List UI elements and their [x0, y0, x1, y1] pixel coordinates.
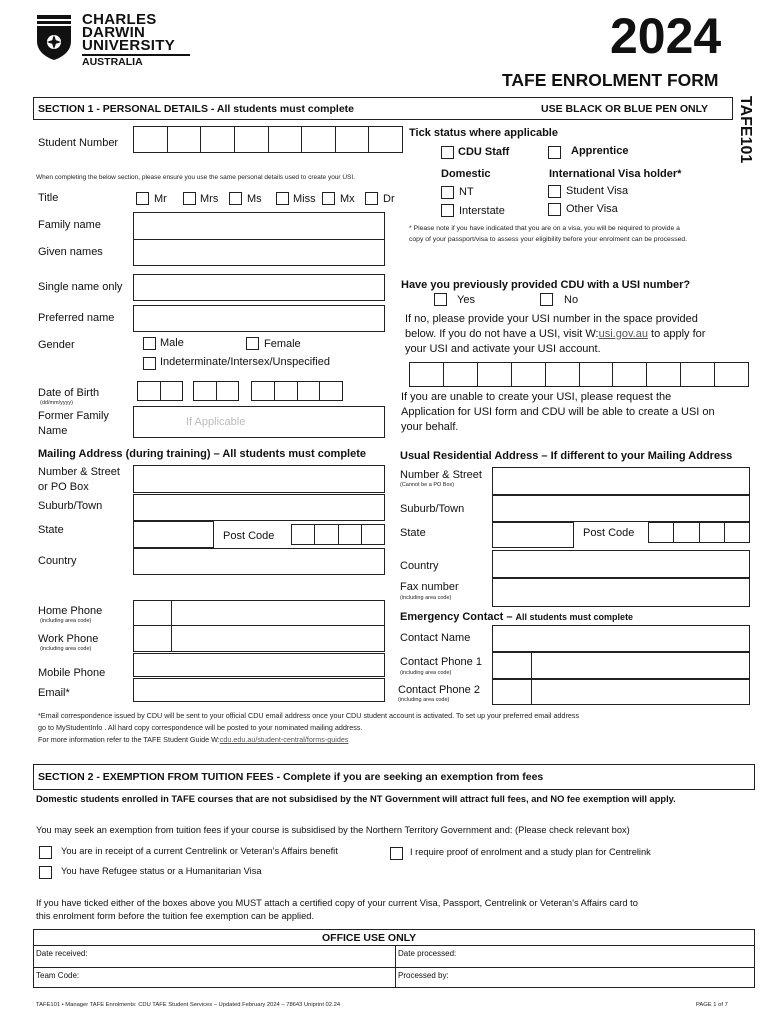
- attach-note-1: If you have ticked either of the boxes above you MUST attach a certified copy of your current Visa, Passport, Centrelink or Veteran’s Affairs card to: [36, 898, 638, 908]
- fax-label: Fax number: [400, 581, 459, 593]
- mobile-phone-label: Mobile Phone: [38, 667, 106, 679]
- contact-phone1-note: (including area code): [400, 670, 452, 676]
- title-mrs-checkbox[interactable]: [183, 192, 196, 205]
- student-guide-link[interactable]: cdu.edu.au/student-central/forms-guides: [219, 735, 349, 744]
- family-given-divider: [133, 239, 385, 240]
- home-phone-note: (including area code): [40, 618, 92, 624]
- student-visa-checkbox[interactable]: [548, 185, 561, 198]
- contact-phone2-area-field[interactable]: [492, 679, 532, 705]
- email-note-1: *Email correspondence issued by CDU will be sent to your official CDU email address once your CDU student account is activated. To set up your preferred email address: [38, 711, 580, 720]
- other-visa-label: Other Visa: [566, 203, 618, 215]
- mailing-postcode-field[interactable]: [291, 524, 385, 545]
- proof-enrolment-label: I require proof of enrolment and a study plan for Centrelink: [410, 847, 651, 857]
- gender-other-checkbox[interactable]: [143, 357, 156, 370]
- home-phone-label: Home Phone: [38, 605, 103, 617]
- dob-format: (dd/mm/yyyy): [40, 400, 73, 406]
- usi-link[interactable]: usi.gov.au: [598, 328, 648, 340]
- gender-female-checkbox[interactable]: [246, 337, 259, 350]
- mailing-street-label-2: or PO Box: [38, 481, 89, 493]
- usi-number-field[interactable]: [409, 362, 749, 387]
- processed-by-label: Processed by:: [398, 971, 449, 980]
- proof-enrolment-checkbox[interactable]: [390, 847, 403, 860]
- international-heading: International Visa holder*: [549, 168, 682, 180]
- residential-heading: Usual Residential Address – If different to your Mailing Address: [400, 450, 733, 462]
- office-col-divider: [395, 945, 396, 988]
- former-family-field[interactable]: [133, 406, 385, 438]
- refugee-label: You have Refugee status or a Humanitarian Visa: [61, 866, 262, 876]
- contact-phone2-note: (including area code): [398, 697, 450, 703]
- former-family-placeholder: If Applicable: [186, 416, 246, 428]
- apprentice-checkbox[interactable]: [548, 146, 561, 159]
- gender-label: Gender: [38, 339, 75, 351]
- title-miss-label: Miss: [293, 193, 316, 205]
- fax-field[interactable]: [492, 578, 750, 607]
- title-miss-checkbox[interactable]: [276, 192, 289, 205]
- usi-details-note: When completing the below section, please ensure you use the same personal details used to create your USI.: [36, 174, 356, 181]
- section2-title: SECTION 2 - EXEMPTION FROM TUITION FEES - Complete if you are seeking an exemption from fees: [38, 771, 544, 783]
- email-note-3-text: For more information refer to the TAFE Student Guide W:: [38, 735, 220, 744]
- page-number: PAGE 1 of 7: [696, 1002, 728, 1008]
- office-use-title: OFFICE USE ONLY: [322, 932, 417, 944]
- former-family-label-1: Former Family: [38, 410, 109, 422]
- other-visa-checkbox[interactable]: [548, 203, 561, 216]
- visa-note-1: * Please note if you have indicated that you are on a visa, you will be required to provide a: [409, 225, 680, 232]
- cdu-staff-checkbox[interactable]: [441, 146, 454, 159]
- student-number-field[interactable]: [133, 126, 403, 153]
- res-postcode-field[interactable]: [648, 522, 750, 543]
- mobile-phone-field[interactable]: [133, 653, 385, 677]
- usi-yes-label: Yes: [457, 294, 475, 306]
- section2-domestic-note: Domestic students enrolled in TAFE courses that are not subsidised by the NT Government will attract full fees, and NO fee exemption will apply.: [36, 794, 676, 804]
- res-country-label: Country: [400, 560, 439, 572]
- work-phone-note: (including area code): [40, 646, 92, 652]
- contact-phone1-field[interactable]: [531, 652, 750, 679]
- home-phone-field[interactable]: [171, 600, 385, 626]
- emergency-heading: [400, 611, 633, 623]
- section1-title: SECTION 1 - PERSONAL DETAILS - All students must complete: [38, 103, 355, 115]
- centrelink-checkbox[interactable]: [39, 846, 52, 859]
- title-label: Title: [38, 192, 59, 204]
- logo-text-3: UNIVERSITY: [82, 37, 176, 54]
- attach-note-2: this enrolment form before the tuition fee exemption can be applied.: [36, 911, 315, 921]
- logo-text-2: DARWIN: [82, 24, 146, 41]
- cdu-logo: [36, 13, 196, 69]
- title-dr-checkbox[interactable]: [365, 192, 378, 205]
- contact-name-field[interactable]: [492, 625, 750, 652]
- nt-label: NT: [459, 186, 474, 198]
- title-mx-checkbox[interactable]: [322, 192, 335, 205]
- title-mr-label: Mr: [154, 193, 167, 205]
- refugee-checkbox[interactable]: [39, 866, 52, 879]
- mailing-postcode-label: Post Code: [223, 530, 275, 542]
- mailing-street-label-1: Number & Street: [38, 466, 120, 478]
- res-postcode-label: Post Code: [583, 527, 635, 539]
- single-name-field[interactable]: [133, 274, 385, 301]
- emergency-heading-text: Emergency Contact –: [400, 611, 516, 623]
- dob-year-field[interactable]: [251, 381, 343, 401]
- title-ms-label: Ms: [247, 193, 262, 205]
- work-phone-label: Work Phone: [38, 633, 99, 645]
- mailing-country-field[interactable]: [133, 548, 385, 575]
- work-phone-area-field[interactable]: [133, 625, 172, 652]
- apprentice-label: Apprentice: [571, 145, 629, 157]
- contact-phone1-label: Contact Phone 1: [400, 656, 482, 668]
- gender-female-label: Female: [264, 338, 301, 350]
- footer-text: TAFE101 • Manager TAFE Enrolments: CDU TAFE Student Services – Updated February 2024 – 78643 Uniprint 02.24: [36, 1002, 341, 1008]
- interstate-label: Interstate: [459, 205, 505, 217]
- res-suburb-label: Suburb/Town: [400, 503, 465, 515]
- home-phone-area-field[interactable]: [133, 600, 172, 626]
- logo-text-4: AUSTRALIA: [82, 56, 143, 68]
- date-processed-label: Date processed:: [398, 949, 457, 958]
- usi-unable-1: If you are unable to create your USI, please request the: [401, 391, 672, 403]
- gender-male-checkbox[interactable]: [143, 337, 156, 350]
- logo-text-1: CHARLES: [82, 11, 157, 28]
- title-dr-label: Dr: [383, 193, 395, 205]
- gender-other-label: Indeterminate/Intersex/Unspecified: [160, 356, 330, 368]
- student-visa-label: Student Visa: [566, 185, 629, 197]
- section2-intro: You may seek an exemption from tuition fees if your course is subsidised by the Northern Territory Government and: (Please check relevant box): [36, 825, 630, 835]
- pen-note: USE BLACK OR BLUE PEN ONLY: [541, 103, 709, 115]
- usi-unable-3: your behalf.: [401, 421, 459, 433]
- email-field[interactable]: [133, 678, 385, 702]
- email-note-2: go to MyStudentInfo . All hard copy correspondence will be posted to your nominated mailing address.: [38, 723, 363, 732]
- given-names-label: Given names: [38, 246, 103, 258]
- gender-male-label: Male: [160, 337, 184, 349]
- form-title: TAFE ENROLMENT FORM: [502, 70, 719, 90]
- mailing-country-label: Country: [38, 555, 77, 567]
- contact-name-label: Contact Name: [400, 632, 471, 644]
- usi-text-2b: to apply for: [647, 328, 706, 340]
- team-code-label: Team Code:: [36, 971, 80, 980]
- usi-text-3: your USI and activate your USI account.: [405, 343, 601, 355]
- usi-unable-2: Application for USI form and CDU will be able to create a USI on: [401, 406, 715, 418]
- res-state-label: State: [400, 527, 426, 539]
- form-year: 2024: [610, 8, 722, 64]
- dob-label: Date of Birth: [38, 387, 100, 399]
- contact-phone2-label: Contact Phone 2: [398, 684, 480, 696]
- interstate-checkbox[interactable]: [441, 204, 454, 217]
- email-label: Email*: [38, 687, 70, 699]
- form-code: TAFE101: [737, 96, 754, 164]
- title-mr-checkbox[interactable]: [136, 192, 149, 205]
- date-received-label: Date received:: [36, 949, 88, 958]
- fax-note: (including area code): [400, 595, 452, 601]
- visa-note-2: copy of your passport/visa to assess your eligibility before your enrolment can be processed.: [409, 236, 688, 243]
- nt-checkbox[interactable]: [441, 186, 454, 199]
- preferred-name-field[interactable]: [133, 305, 385, 332]
- res-country-field[interactable]: [492, 550, 750, 578]
- res-street-note: (Cannot be a PO Box): [400, 482, 455, 488]
- res-street-label: Number & Street: [400, 469, 482, 481]
- office-row-divider-1: [33, 945, 755, 946]
- former-family-label-2: Name: [38, 425, 68, 437]
- cdu-crest-icon: [36, 13, 80, 63]
- contact-phone2-field[interactable]: [531, 679, 750, 705]
- preferred-name-label: Preferred name: [38, 312, 115, 324]
- dob-month-field[interactable]: [193, 381, 239, 401]
- mailing-street-field[interactable]: [133, 465, 385, 493]
- mailing-state-field[interactable]: [133, 521, 214, 548]
- usi-no-checkbox[interactable]: [540, 293, 553, 306]
- title-ms-checkbox[interactable]: [229, 192, 242, 205]
- res-state-field[interactable]: [492, 522, 574, 548]
- work-phone-field[interactable]: [171, 625, 385, 652]
- usi-text-2: [405, 328, 705, 340]
- cdu-staff-label: CDU Staff: [458, 146, 510, 158]
- res-suburb-field[interactable]: [492, 495, 750, 522]
- emergency-heading-small: All students must complete: [515, 612, 634, 622]
- contact-phone1-area-field[interactable]: [492, 652, 532, 679]
- res-street-field[interactable]: [492, 467, 750, 495]
- title-mrs-label: Mrs: [200, 193, 219, 205]
- office-row-divider-2: [33, 967, 755, 968]
- usi-no-label: No: [564, 294, 579, 306]
- mailing-suburb-field[interactable]: [133, 494, 385, 521]
- centrelink-label: You are in receipt of a current Centrelink or Veteran’s Affairs benefit: [61, 846, 338, 856]
- status-heading: Tick status where applicable: [409, 127, 558, 139]
- mailing-heading: Mailing Address (during training) – All students must complete: [38, 448, 366, 460]
- usi-yes-checkbox[interactable]: [434, 293, 447, 306]
- domestic-heading: Domestic: [441, 168, 491, 180]
- email-note-3: [38, 735, 348, 744]
- title-mx-label: Mx: [340, 193, 355, 205]
- dob-day-field[interactable]: [137, 381, 183, 401]
- usi-text-1: If no, please provide your USI number in the space provided: [405, 313, 698, 325]
- mailing-state-label: State: [38, 524, 64, 536]
- single-name-label: Single name only: [38, 281, 123, 293]
- family-name-label: Family name: [38, 219, 101, 231]
- mailing-suburb-label: Suburb/Town: [38, 500, 103, 512]
- usi-question: Have you previously provided CDU with a USI number?: [401, 279, 691, 291]
- student-number-label: Student Number: [38, 137, 119, 149]
- usi-text-2a: below. If you do not have a USI, visit W:: [405, 328, 599, 340]
